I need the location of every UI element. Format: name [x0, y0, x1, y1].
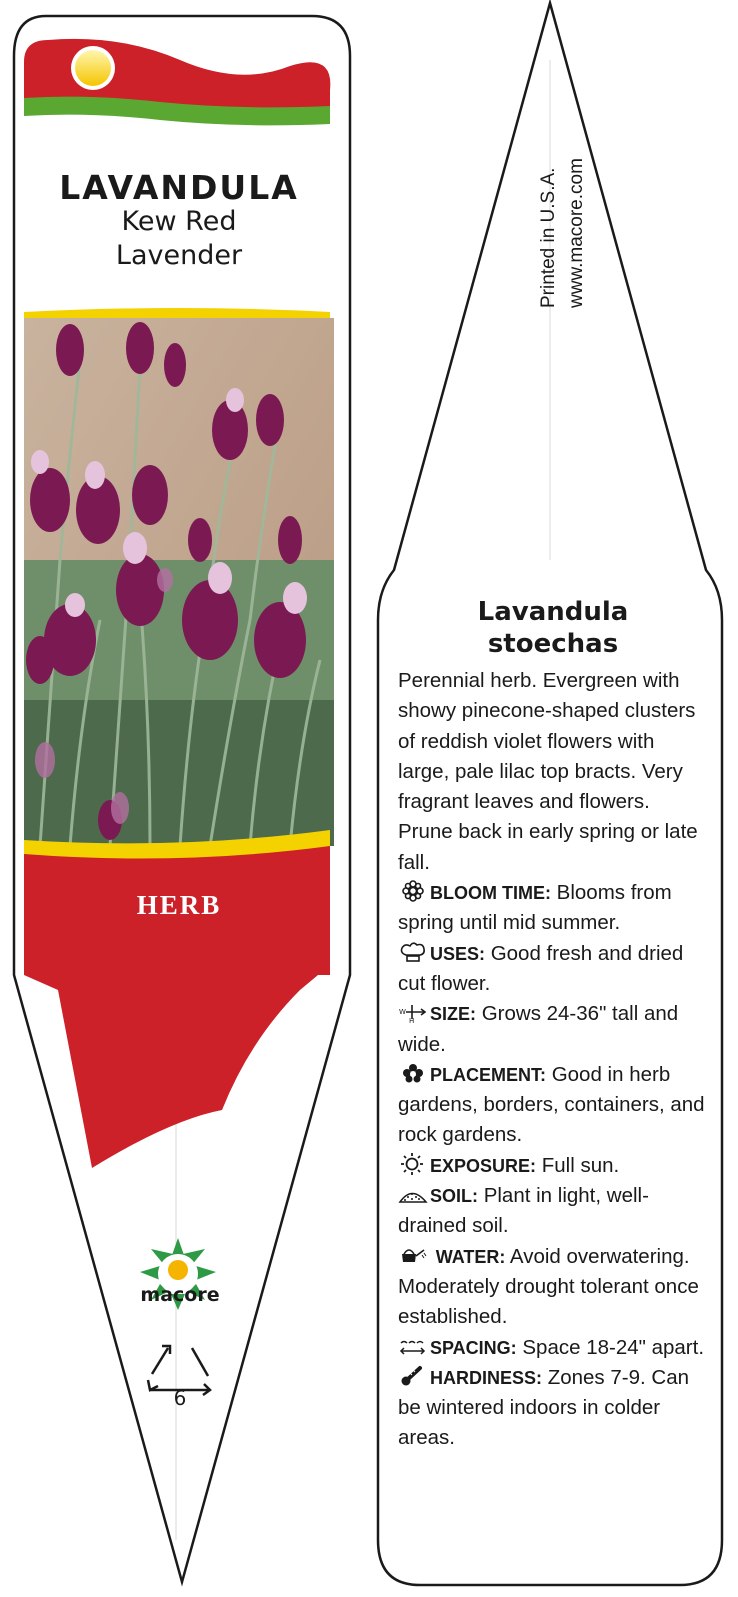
scientific-name	[398, 596, 708, 660]
scientific-name-line-2: stoechas	[487, 629, 619, 659]
chef-hat-icon	[398, 941, 430, 963]
brand-logo-text: macore	[140, 1284, 220, 1306]
bloom-time-text: Blooms from spring until mid summer.	[398, 881, 672, 935]
common-name-line-2: Lavender	[115, 240, 243, 271]
uses-text: Good fresh and dried cut flower.	[398, 941, 684, 995]
bloom-time-row	[398, 878, 708, 939]
placement-text: Good in herb gardens, borders, containers, and rock gardens.	[398, 1062, 705, 1147]
soil-text: Plant in light, well-drained soil.	[398, 1184, 649, 1238]
hardiness-text: Zones 7-9. Can be wintered indoors in colder areas.	[398, 1365, 690, 1450]
placement-flower-icon	[398, 1062, 430, 1084]
watering-can-icon	[398, 1244, 430, 1266]
soil-label: SOIL:	[430, 1186, 478, 1207]
spacing-label: SPACING:	[430, 1337, 517, 1358]
print-info	[535, 128, 587, 318]
plant-category-label: HERB	[136, 890, 222, 920]
website-text: www.macore.com	[566, 158, 587, 308]
size-row	[398, 999, 708, 1060]
plant-photo	[24, 318, 334, 850]
soil-mound-icon	[398, 1183, 430, 1205]
scientific-name-line-1: Lavandula	[477, 597, 629, 627]
water-row	[398, 1242, 708, 1333]
plant-description: Perennial herb. Evergreen with showy pinecone-shaped clusters of reddish violet flowers with large, pale lilac top bracts. Very fragrant leaves and flowers. Prune back in early spring or late fall.	[398, 669, 698, 874]
thermometer-icon	[398, 1365, 430, 1387]
svg-text:W: W	[399, 1008, 406, 1017]
exposure-row	[398, 1151, 708, 1181]
soil-row	[398, 1181, 708, 1242]
placement-row	[398, 1060, 708, 1151]
spacing-row	[398, 1333, 708, 1363]
svg-text:H: H	[409, 1017, 415, 1024]
sun-icon-front	[71, 46, 115, 90]
placement-label: PLACEMENT:	[430, 1064, 546, 1085]
uses-row	[398, 939, 708, 1000]
exposure-label: EXPOSURE:	[430, 1155, 537, 1176]
hardiness-row	[398, 1363, 708, 1454]
care-info-panel	[398, 596, 708, 1454]
recycle-code: 6	[173, 1386, 187, 1410]
bloom-time-label: BLOOM TIME:	[430, 883, 551, 904]
spacing-text: Space 18-24" apart.	[516, 1335, 705, 1359]
size-text: Grows 24-36" tall and wide.	[398, 1002, 679, 1056]
uses-label: USES:	[430, 943, 486, 964]
exposure-text: Full sun.	[536, 1153, 620, 1177]
bloom-flower-icon	[398, 880, 430, 902]
width-height-icon	[398, 1001, 430, 1023]
spacing-sprouts-icon	[398, 1335, 430, 1357]
sun-icon	[398, 1153, 430, 1175]
printed-in-text: Printed in U.S.A.	[538, 167, 559, 308]
common-name-line-1: Kew Red	[121, 206, 237, 237]
plant-genus-title: LAVANDULA	[59, 168, 299, 207]
size-label: SIZE:	[430, 1004, 477, 1025]
water-label: WATER:	[435, 1246, 506, 1267]
water-text: Avoid overwatering. Moderately drought tolerant once established.	[398, 1244, 699, 1329]
hardiness-label: HARDINESS:	[430, 1367, 543, 1388]
